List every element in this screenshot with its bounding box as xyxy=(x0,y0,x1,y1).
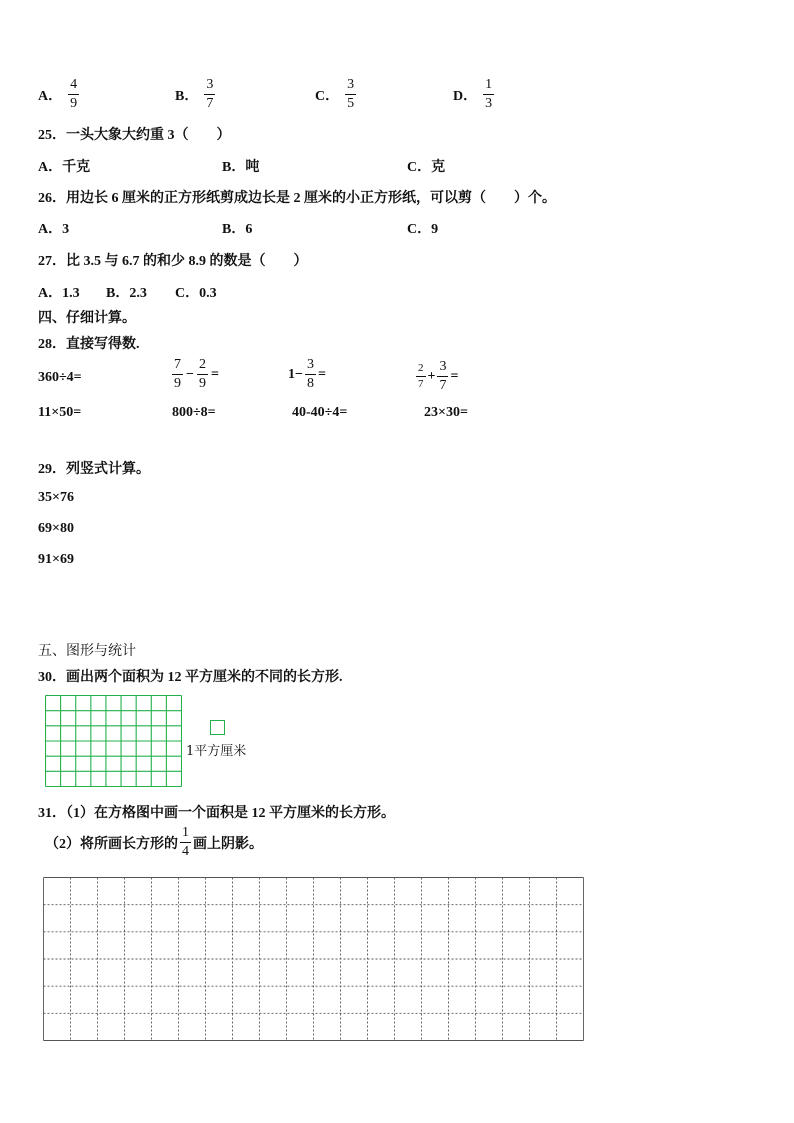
fraction: $\frac{3}{7}$ xyxy=(439,359,447,393)
q28-expr-6: 800÷8= xyxy=(172,405,216,420)
fraction: $\frac{2}{7}$ xyxy=(418,362,424,390)
q24-option-b[interactable]: B． $\frac{3}{7}$ xyxy=(175,77,214,111)
fraction: $\frac{3}{7}$ xyxy=(206,77,214,111)
unit-square-label: 1平方厘米 xyxy=(186,744,247,759)
q26-option-a[interactable]: A．3 xyxy=(38,222,70,237)
q24-option-c[interactable]: C． $\frac{3}{5}$ xyxy=(315,77,355,111)
q28-expr-2: $\frac{7}{9}$ − $\frac{2}{9}$ = xyxy=(174,357,219,391)
q29-item-2: 69×80 xyxy=(38,521,74,536)
fraction: $\frac{3}{8}$ xyxy=(306,357,314,391)
fraction: $\frac{7}{9}$ xyxy=(174,357,181,391)
q25-option-c[interactable]: C．克 xyxy=(407,160,446,175)
q27-option-b[interactable]: B．2.3 xyxy=(106,286,147,301)
q28-expr-4: $\frac{2}{7}$ + $\frac{3}{7}$ = xyxy=(418,359,459,393)
q31-square-grid[interactable] xyxy=(43,877,584,1041)
section-heading-4: 四、仔细计算。 xyxy=(38,311,136,326)
section-heading-5: 五、图形与统计 xyxy=(38,644,136,659)
q27-option-c[interactable]: C．0.3 xyxy=(175,286,217,301)
fraction: $\frac{2}{9}$ xyxy=(198,357,206,391)
q24-option-a[interactable]: A． $\frac{4}{9}$ xyxy=(38,77,78,111)
fraction: $\frac{3}{5}$ xyxy=(347,77,355,111)
q30-stem: 30．画出两个面积为 12 平方厘米的不同的长方形. xyxy=(38,670,343,685)
q30-square-grid[interactable] xyxy=(45,695,182,787)
q25-stem: 25．一头大象大约重 3（ ） xyxy=(38,128,231,143)
q26-option-c[interactable]: C．9 xyxy=(407,222,439,237)
q27-stem: 27．比 3.5 与 6.7 的和少 8.9 的数是（ ） xyxy=(38,254,308,269)
q24-option-d[interactable]: D． $\frac{1}{3}$ xyxy=(453,77,493,111)
fraction: $\frac{1}{3}$ xyxy=(485,77,493,111)
q28-stem: 28．直接写得数. xyxy=(38,337,140,352)
unit-square-icon xyxy=(210,720,225,735)
q29-item-1: 35×76 xyxy=(38,490,74,505)
q28-expr-1: 360÷4= xyxy=(38,370,82,385)
fraction: $\frac{1}{4}$ xyxy=(182,825,189,859)
q25-option-a[interactable]: A．千克 xyxy=(38,160,91,175)
q28-expr-3: 1− $\frac{3}{8}$ = xyxy=(288,357,326,391)
q29-stem: 29．列竖式计算。 xyxy=(38,462,150,477)
q29-item-3: 91×69 xyxy=(38,552,74,567)
q26-stem: 26．用边长 6 厘米的正方形纸剪成边长是 2 厘米的小正方形纸，可以剪（ ）个。 xyxy=(38,191,556,206)
q31-stem-1: 31．（1）在方格图中画一个面积是 12 平方厘米的长方形。 xyxy=(38,806,395,821)
q27-option-a[interactable]: A．1.3 xyxy=(38,286,80,301)
q28-expr-8: 23×30= xyxy=(424,405,468,420)
q31-stem-2: （2）将所画长方形的 $\frac{1}{4}$ 画上阴影。 xyxy=(45,825,263,859)
q28-expr-7: 40-40÷4= xyxy=(292,405,348,420)
q28-expr-5: 11×50= xyxy=(38,405,82,420)
q25-option-b[interactable]: B．吨 xyxy=(222,160,260,175)
q26-option-b[interactable]: B．6 xyxy=(222,222,253,237)
fraction: $\frac{4}{9}$ xyxy=(70,77,78,111)
